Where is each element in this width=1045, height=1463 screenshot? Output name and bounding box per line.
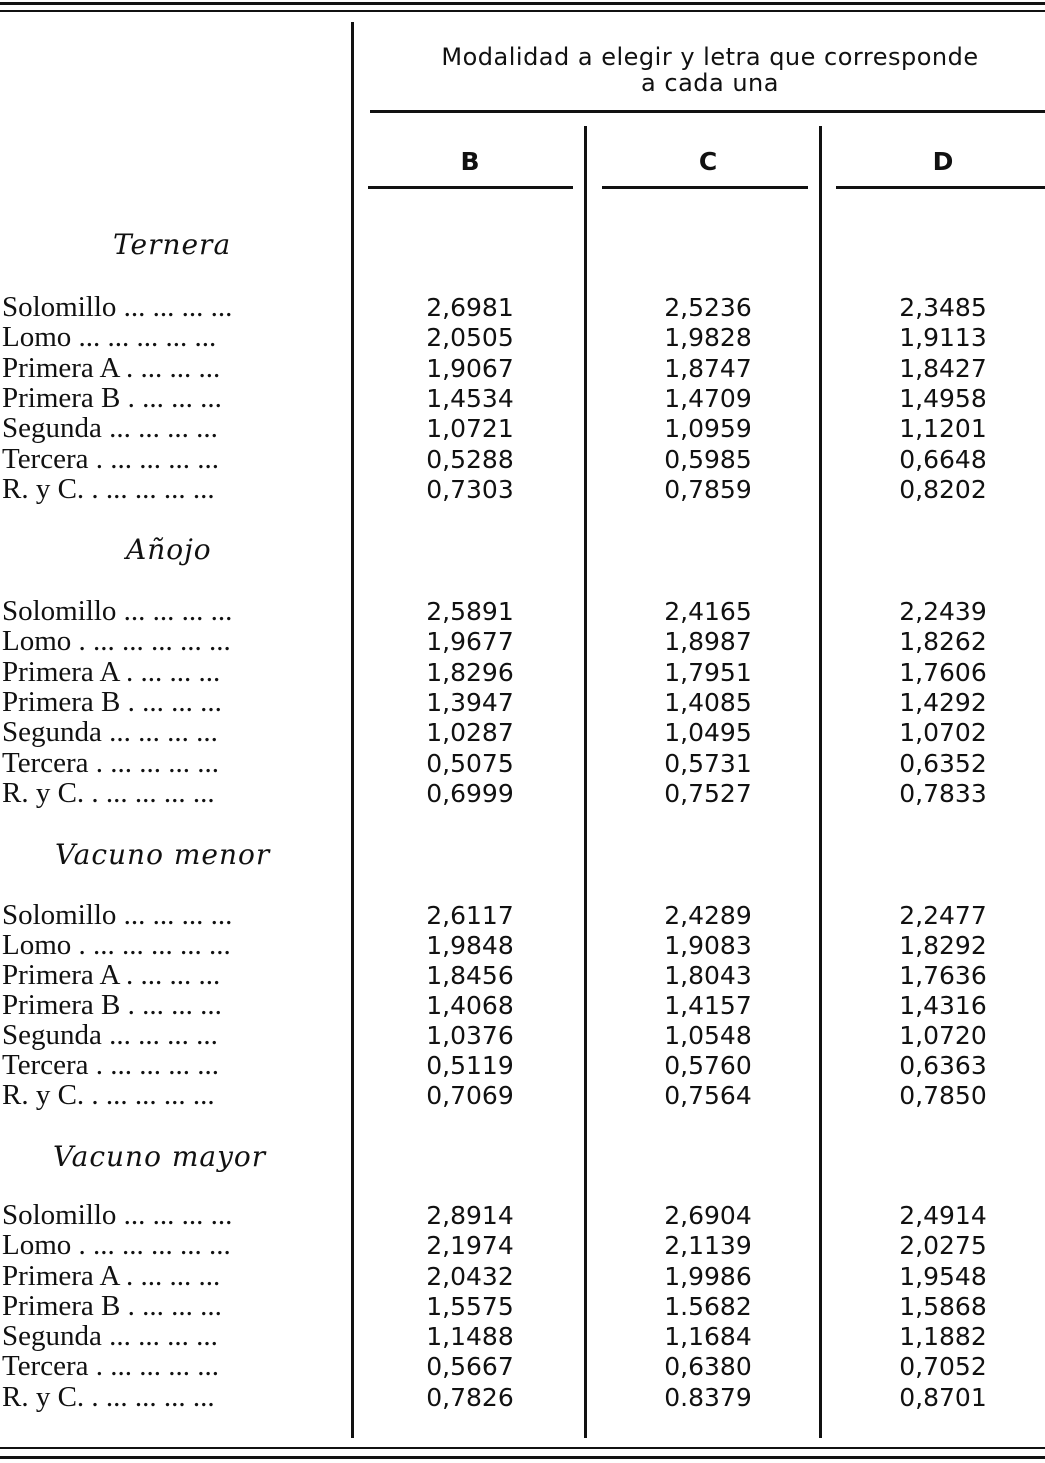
- table-row: [0, 383, 1045, 413]
- value-c: 0,5985: [664, 445, 752, 474]
- row-label: Segunda ... ... ... ...: [2, 716, 218, 748]
- value-d: 1,7606: [899, 658, 987, 687]
- value-b: 1,0376: [426, 1021, 514, 1050]
- value-d: 1,0702: [899, 718, 987, 747]
- value-d: 1,1201: [899, 414, 987, 443]
- row-label: Segunda ... ... ... ...: [2, 1019, 218, 1051]
- column-c-underline: [602, 186, 808, 189]
- table-row: [0, 778, 1045, 808]
- value-b: 2,0505: [426, 323, 514, 352]
- value-d: 0,7850: [899, 1081, 987, 1110]
- row-label: Tercera . ... ... ... ...: [2, 1350, 219, 1382]
- table-row: [0, 1020, 1045, 1050]
- table-row: [0, 930, 1045, 960]
- column-header-d: D: [932, 147, 954, 176]
- value-c: 0,6380: [664, 1352, 752, 1381]
- value-d: 1,8262: [899, 627, 987, 656]
- row-label: Solomillo ... ... ... ...: [2, 1199, 233, 1231]
- row-label: R. y C. . ... ... ... ...: [2, 1079, 215, 1111]
- bottom-rule-inner: [0, 1447, 1045, 1449]
- value-b: 1,0721: [426, 414, 514, 443]
- top-rule: [0, 2, 1045, 5]
- value-b: 0,5288: [426, 445, 514, 474]
- table-row: [0, 1050, 1045, 1080]
- value-d: 0,8202: [899, 475, 987, 504]
- value-c: 1.5682: [664, 1292, 752, 1321]
- value-d: 2,4914: [899, 1201, 987, 1230]
- value-c: 2,5236: [664, 293, 752, 322]
- value-c: 1,8987: [664, 627, 752, 656]
- table-row: [0, 1261, 1045, 1291]
- value-d: 0,6648: [899, 445, 987, 474]
- value-b: 0,7303: [426, 475, 514, 504]
- table-row: [0, 657, 1045, 687]
- value-d: 0,7052: [899, 1352, 987, 1381]
- value-c: 1,9083: [664, 931, 752, 960]
- value-c: 1,1684: [664, 1322, 752, 1351]
- value-d: 1,4316: [899, 991, 987, 1020]
- table-row: [0, 353, 1045, 383]
- value-c: 0,5731: [664, 749, 752, 778]
- section-title-ternera: Ternera: [113, 228, 232, 261]
- value-b: 1,4068: [426, 991, 514, 1020]
- value-d: 1,1882: [899, 1322, 987, 1351]
- table-row: [0, 900, 1045, 930]
- value-d: 2,2439: [899, 597, 987, 626]
- column-header-c: C: [698, 147, 718, 176]
- table-row: [0, 717, 1045, 747]
- value-b: 1,9848: [426, 931, 514, 960]
- value-d: 1,5868: [899, 1292, 987, 1321]
- table-row: [0, 626, 1045, 656]
- value-b: 1,9677: [426, 627, 514, 656]
- table-row: [0, 1080, 1045, 1110]
- row-label: Primera A . ... ... ...: [2, 1260, 221, 1292]
- value-c: 1,4157: [664, 991, 752, 1020]
- value-c: 0,7564: [664, 1081, 752, 1110]
- value-b: 2,5891: [426, 597, 514, 626]
- value-b: 1,0287: [426, 718, 514, 747]
- value-c: 0,5760: [664, 1051, 752, 1080]
- row-label: Solomillo ... ... ... ...: [2, 291, 233, 323]
- row-label: Tercera . ... ... ... ...: [2, 1049, 219, 1081]
- value-d: 0,8701: [899, 1383, 987, 1412]
- value-c: 1,9986: [664, 1262, 752, 1291]
- value-b: 0,7069: [426, 1081, 514, 1110]
- row-label: Primera A . ... ... ...: [2, 959, 221, 991]
- table-row: [0, 413, 1045, 443]
- column-header-b: B: [460, 147, 480, 176]
- value-b: 1,8296: [426, 658, 514, 687]
- row-label: Primera B . ... ... ...: [2, 1290, 222, 1322]
- row-label: R. y C. . ... ... ... ...: [2, 777, 215, 809]
- top-rule-inner: [0, 10, 1045, 12]
- value-c: 1,0495: [664, 718, 752, 747]
- table-row: [0, 322, 1045, 352]
- value-c: 1,8043: [664, 961, 752, 990]
- table-row: [0, 1382, 1045, 1412]
- value-c: 0.8379: [664, 1383, 752, 1412]
- table-row: [0, 1200, 1045, 1230]
- table-row: [0, 444, 1045, 474]
- table-row: [0, 990, 1045, 1020]
- value-c: 2,4165: [664, 597, 752, 626]
- value-b: 1,5575: [426, 1292, 514, 1321]
- value-b: 2,1974: [426, 1231, 514, 1260]
- row-label: Segunda ... ... ... ...: [2, 1320, 218, 1352]
- bottom-rule: [0, 1456, 1045, 1459]
- value-d: 1,7636: [899, 961, 987, 990]
- value-b: 0,5075: [426, 749, 514, 778]
- row-label: Lomo . ... ... ... ... ...: [2, 1229, 231, 1261]
- row-label: Solomillo ... ... ... ...: [2, 899, 233, 931]
- table-row: [0, 596, 1045, 626]
- table-row: [0, 748, 1045, 778]
- header-underline: [370, 110, 1045, 113]
- value-d: 1,0720: [899, 1021, 987, 1050]
- column-d-underline: [836, 186, 1045, 189]
- value-c: 1,4085: [664, 688, 752, 717]
- value-b: 0,7826: [426, 1383, 514, 1412]
- value-c: 1,8747: [664, 354, 752, 383]
- value-d: 1,4958: [899, 384, 987, 413]
- value-d: 1,9113: [899, 323, 987, 352]
- value-c: 1,4709: [664, 384, 752, 413]
- value-b: 1,4534: [426, 384, 514, 413]
- value-d: 1,4292: [899, 688, 987, 717]
- table-row: [0, 292, 1045, 322]
- value-c: 2,6904: [664, 1201, 752, 1230]
- row-label: Tercera . ... ... ... ...: [2, 747, 219, 779]
- value-c: 0,7527: [664, 779, 752, 808]
- value-d: 0,7833: [899, 779, 987, 808]
- value-c: 0,7859: [664, 475, 752, 504]
- column-group-header: [380, 44, 1040, 96]
- table-row: [0, 1291, 1045, 1321]
- value-b: 2,0432: [426, 1262, 514, 1291]
- value-b: 1,8456: [426, 961, 514, 990]
- section-title-vacuno-menor: Vacuno menor: [55, 838, 271, 871]
- value-d: 2,0275: [899, 1231, 987, 1260]
- value-b: 1,1488: [426, 1322, 514, 1351]
- value-b: 0,5667: [426, 1352, 514, 1381]
- value-c: 2,4289: [664, 901, 752, 930]
- row-label: Primera B . ... ... ...: [2, 686, 222, 718]
- section-title-vacuno-mayor: Vacuno mayor: [53, 1140, 267, 1173]
- row-label: Primera B . ... ... ...: [2, 989, 222, 1021]
- header-line-1: Modalidad a elegir y letra que corresponde: [441, 43, 979, 71]
- table-row: [0, 1321, 1045, 1351]
- table-row: [0, 960, 1045, 990]
- value-c: 1,9828: [664, 323, 752, 352]
- value-b: 2,6981: [426, 293, 514, 322]
- value-b: 2,8914: [426, 1201, 514, 1230]
- row-label: Lomo . ... ... ... ... ...: [2, 625, 231, 657]
- header-line-2: a cada una: [641, 69, 779, 97]
- value-d: 1,9548: [899, 1262, 987, 1291]
- table-row: [0, 1230, 1045, 1260]
- row-label: Solomillo ... ... ... ...: [2, 595, 233, 627]
- value-b: 1,3947: [426, 688, 514, 717]
- row-label: Segunda ... ... ... ...: [2, 412, 218, 444]
- table-row: [0, 1351, 1045, 1381]
- row-label: R. y C. . ... ... ... ...: [2, 473, 215, 505]
- row-label: Lomo ... ... ... ... ...: [2, 321, 217, 353]
- row-label: Primera A . ... ... ...: [2, 656, 221, 688]
- value-b: 2,6117: [426, 901, 514, 930]
- row-label: Lomo . ... ... ... ... ...: [2, 929, 231, 961]
- value-c: 1,0548: [664, 1021, 752, 1050]
- value-b: 0,6999: [426, 779, 514, 808]
- row-label: Primera B . ... ... ...: [2, 382, 222, 414]
- row-label: Primera A . ... ... ...: [2, 352, 221, 384]
- value-d: 2,3485: [899, 293, 987, 322]
- value-b: 0,5119: [426, 1051, 514, 1080]
- table-row: [0, 474, 1045, 504]
- value-d: 0,6352: [899, 749, 987, 778]
- value-d: 1,8427: [899, 354, 987, 383]
- column-b-underline: [368, 186, 573, 189]
- section-title-anojo: Añojo: [126, 533, 212, 566]
- table-row: [0, 687, 1045, 717]
- value-b: 1,9067: [426, 354, 514, 383]
- value-d: 0,6363: [899, 1051, 987, 1080]
- value-d: 1,8292: [899, 931, 987, 960]
- row-label: Tercera . ... ... ... ...: [2, 443, 219, 475]
- value-d: 2,2477: [899, 901, 987, 930]
- value-c: 1,0959: [664, 414, 752, 443]
- value-c: 2,1139: [664, 1231, 752, 1260]
- value-c: 1,7951: [664, 658, 752, 687]
- row-label: R. y C. . ... ... ... ...: [2, 1381, 215, 1413]
